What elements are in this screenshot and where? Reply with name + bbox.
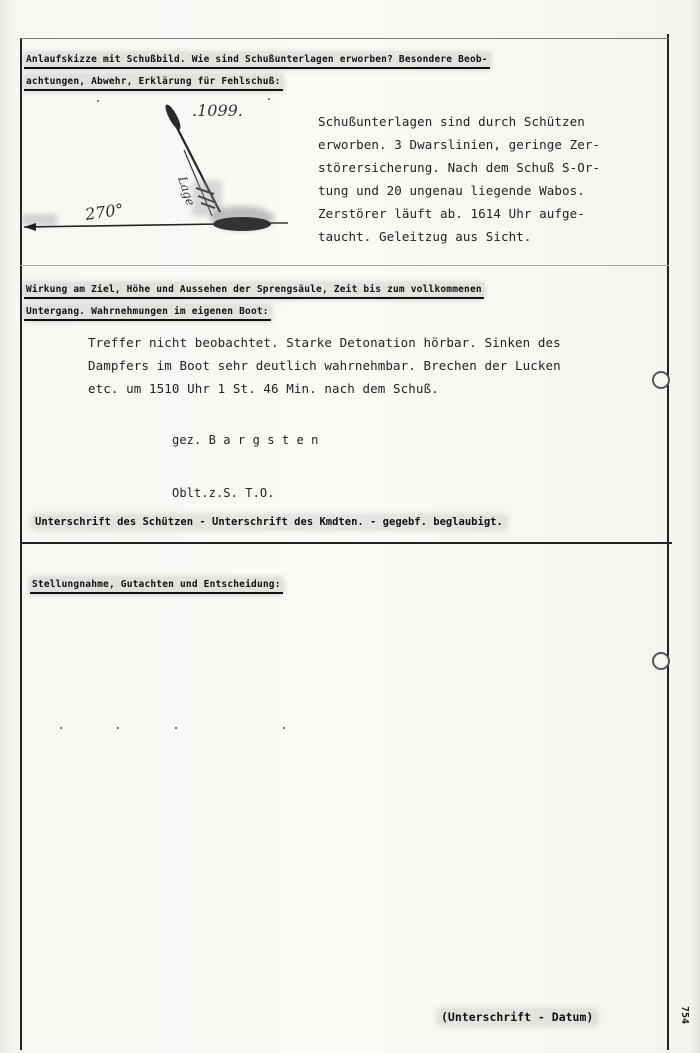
sketch-label-course: 270°	[83, 199, 125, 224]
section2-header-line1	[24, 279, 484, 301]
faint-mark	[97, 100, 99, 102]
section2-text-line: Dampfers im Boot sehr deutlich wahrnehmbar. Brechen der Lucken	[88, 358, 561, 373]
section-divider-main	[20, 542, 672, 544]
section1-text-line: taucht. Geleitzug aus Sicht.	[318, 229, 532, 244]
section2-header-line2	[24, 301, 271, 323]
faint-mark	[283, 727, 285, 729]
section1-header-line2-text: achtungen, Abwehr, Erklärung für Fehlschuß:	[24, 75, 283, 91]
section1-header-line1-text: Anlaufskizze mit Schußbild. Wie sind Schußunterlagen erworben? Besondere Beob-	[24, 53, 490, 69]
uboat-position	[163, 103, 183, 131]
section2-header-line1-text: Wirkung am Ziel, Höhe und Aussehen der Sprengsäule, Zeit bis zum vollkommenen	[24, 283, 484, 299]
section1-header-line1	[24, 49, 490, 71]
section1-text-line: Zerstörer läuft ab. 1614 Uhr aufge-	[318, 206, 585, 221]
section1-text-line: störersicherung. Nach dem Schuß S-Or-	[318, 160, 601, 175]
section3-header	[30, 574, 283, 596]
section1-text-line: Schußunterlagen sind durch Schützen	[318, 114, 585, 129]
target-ship	[213, 217, 271, 231]
footer-signature-text: (Unterschrift - Datum)	[438, 1010, 596, 1024]
attack-sketch	[20, 92, 310, 242]
signer-rank: Oblt.z.S. T.O.	[172, 486, 275, 500]
footer-signature-label	[438, 1010, 596, 1024]
sketch-label-angle: Lage	[175, 174, 198, 208]
signature-line-label	[32, 516, 506, 528]
sketch-label-top: .1099.	[192, 101, 243, 120]
section3-header-text: Stellungnahme, Gutachten und Entscheidung:	[30, 578, 283, 594]
section1-text-line: tung und 20 ungenau liegende Wabos.	[318, 183, 585, 198]
punch-hole-top	[652, 371, 670, 389]
top-border-line	[20, 38, 669, 39]
side-page-mark: 754	[679, 1006, 690, 1025]
section1-header-line2	[24, 71, 283, 93]
section2-text-line: etc. um 1510 Uhr 1 St. 46 Min. nach dem Schuß.	[88, 381, 439, 396]
signed-name: gez. B a r g s t e n	[172, 433, 319, 447]
signature-line-text: Unterschrift des Schützen - Unterschrift des Kmdten. - gegebf. beglaubigt.	[32, 516, 506, 528]
faint-mark	[268, 98, 270, 100]
section-divider-1	[20, 265, 669, 266]
section2-header-line2-text: Untergang. Wahrnehmungen im eigenen Boot:	[24, 305, 271, 321]
faint-mark	[117, 727, 119, 729]
section1-text-line: erworben. 3 Dwarslinien, geringe Zer-	[318, 137, 601, 152]
punch-hole-bottom	[652, 652, 670, 670]
faint-mark	[60, 727, 62, 729]
section2-text-line: Treffer nicht beobachtet. Starke Detonation hörbar. Sinken des	[88, 335, 561, 350]
course-line-smudge	[22, 214, 57, 226]
faint-mark	[175, 727, 177, 729]
